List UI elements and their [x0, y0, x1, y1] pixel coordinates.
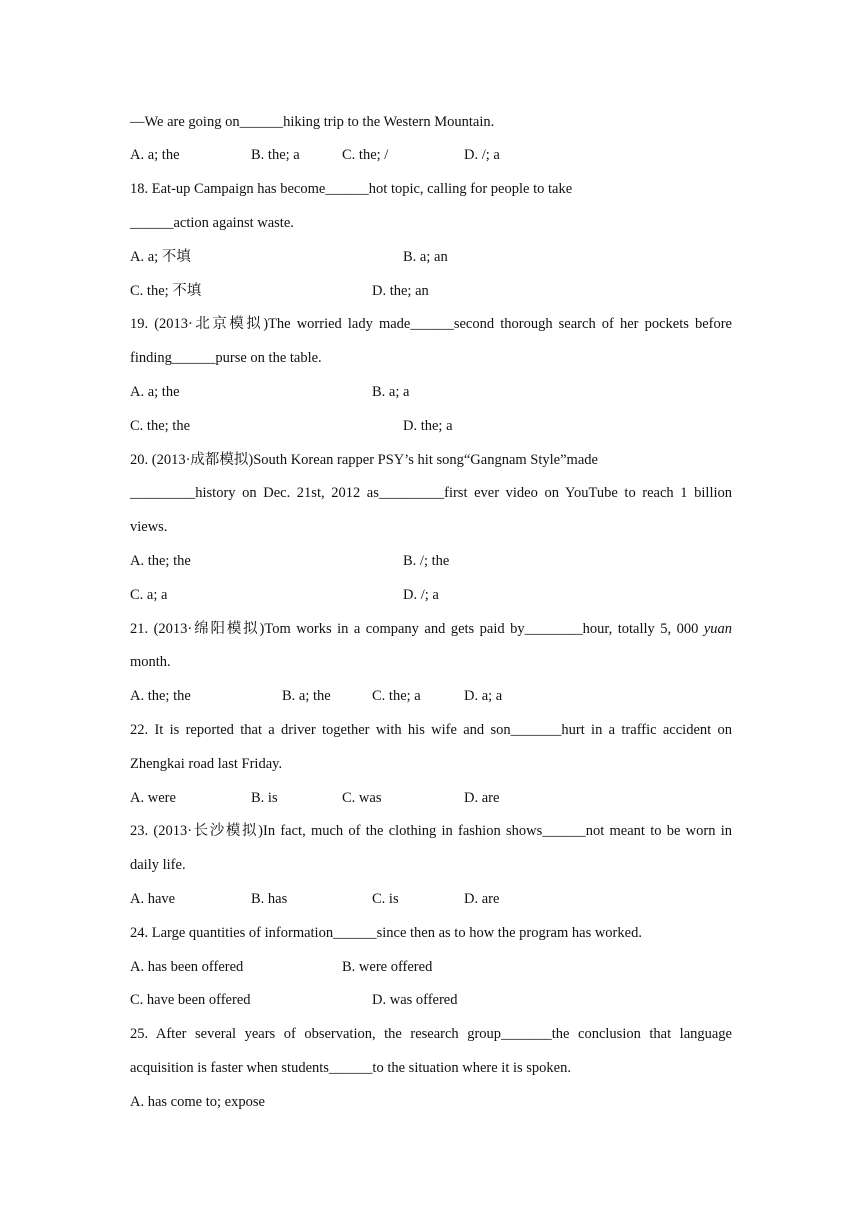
q21-stem-text: 21. (2013·绵阳模拟)Tom works in a company and gets paid by________hour, totally 5, 000	[130, 621, 704, 637]
q22-option-b: B. is	[251, 790, 278, 806]
question-22-stem-cont: Zhengkai road last Friday.	[130, 756, 283, 772]
question-20-stem-end: views.	[130, 519, 168, 535]
q19-option-b: B. a; a	[372, 384, 410, 400]
q21-option-d: D. a; a	[464, 688, 503, 704]
question-22-stem: 22. It is reported that a driver together with his wife and son_______hurt in a traffic accident on	[130, 722, 732, 738]
q17-option-b: B. the; a	[251, 147, 300, 163]
q23-option-d: D. are	[464, 891, 500, 907]
q20-option-a: A. the; the	[130, 553, 191, 569]
question-19-stem-cont: finding______purse on the table.	[130, 350, 322, 366]
q21-option-b: B. a; the	[282, 688, 331, 704]
question-17-stem: —We are going on______hiking trip to the Western Mountain.	[130, 114, 495, 130]
question-20-stem-cont: _________history on Dec. 21st, 2012 as_________first ever video on YouTube to reach 1 billion	[130, 485, 732, 501]
q20-option-b: B. /; the	[403, 553, 450, 569]
q23-option-a: A. have	[130, 891, 176, 907]
question-23-stem-cont: daily life.	[130, 857, 186, 873]
question-24-stem: 24. Large quantities of information______since then as to how the program has worked.	[130, 925, 642, 941]
q18-option-b: B. a; an	[403, 249, 448, 265]
q22-option-a: A. were	[130, 790, 176, 806]
q24-option-c: C. have been offered	[130, 992, 251, 1008]
q19-option-a: A. a; the	[130, 384, 180, 400]
question-18-stem-cont: ______action against waste.	[130, 215, 294, 231]
q20-option-d: D. /; a	[403, 587, 439, 603]
question-19-stem: 19. (2013·北京模拟)The worried lady made______second thorough search of her pockets before	[130, 316, 732, 332]
question-25-stem: 25. After several years of observation, the research group_______the conclusion that language	[130, 1026, 732, 1042]
question-21-stem-cont: month.	[130, 654, 171, 670]
q19-option-d: D. the; a	[403, 418, 453, 434]
q22-option-d: D. are	[464, 790, 500, 806]
q24-option-b: B. were offered	[342, 959, 433, 975]
q25-option-a: A. has come to; expose	[130, 1094, 265, 1110]
q17-option-c: C. the; /	[342, 147, 389, 163]
q17-option-d: D. /; a	[464, 147, 500, 163]
q24-option-d: D. was offered	[372, 992, 458, 1008]
q20-option-c: C. a; a	[130, 587, 168, 603]
q18-option-c: C. the; 不填	[130, 283, 202, 299]
q22-option-c: C. was	[342, 790, 382, 806]
q23-option-c: C. is	[372, 891, 399, 907]
q21-option-c: C. the; a	[372, 688, 421, 704]
q21-stem-italic: yuan	[703, 621, 732, 637]
q19-option-c: C. the; the	[130, 418, 191, 434]
q23-option-b: B. has	[251, 891, 288, 907]
question-21-stem	[130, 619, 732, 639]
q21-option-a: A. the; the	[130, 688, 191, 704]
q24-option-a: A. has been offered	[130, 959, 244, 975]
q18-option-d: D. the; an	[372, 283, 429, 299]
question-18-stem: 18. Eat-up Campaign has become______hot topic, calling for people to take	[130, 181, 573, 197]
question-25-stem-cont: acquisition is faster when students______to the situation where it is spoken.	[130, 1060, 571, 1076]
q17-option-a: A. a; the	[130, 147, 180, 163]
question-23-stem: 23. (2013·长沙模拟)In fact, much of the clothing in fashion shows______not meant to be worn in	[130, 823, 732, 839]
q18-option-a: A. a; 不填	[130, 249, 191, 265]
question-20-stem: 20. (2013·成都模拟)South Korean rapper PSY’s hit song“Gangnam Style”made	[130, 452, 598, 468]
